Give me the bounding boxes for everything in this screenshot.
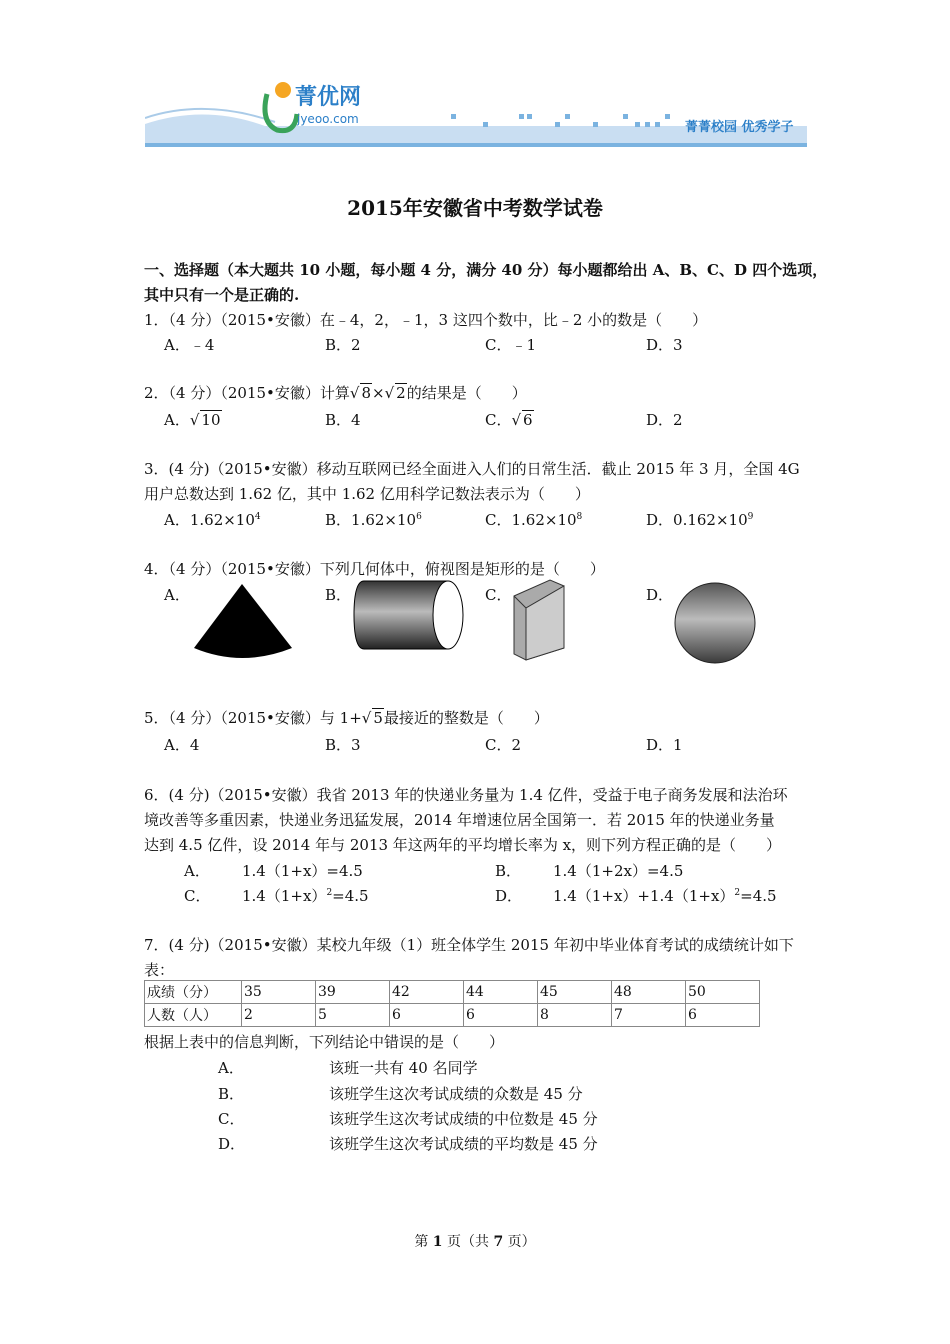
q3-option-b-exp: 6 (416, 512, 422, 522)
q2-stem-pre: 2．（4 分）（2015•安徽）计算 (144, 384, 350, 402)
q3-option-d-exp: 9 (747, 512, 754, 522)
q3-option-b-base: B．1.62×10 (325, 511, 417, 529)
q4-option-b: B． (325, 586, 352, 604)
q3-stem-line1: 3．(4 分)（2015•安徽）移动互联网已经全面进入人们的日常生活．截止 2015 年 3 月，全国 4G (144, 460, 800, 478)
q7-option-b: 该班学生这次考试成绩的众数是 45 分 (329, 1085, 583, 1103)
page-title: 2015年安徽省中考数学试卷 (347, 196, 603, 220)
q7-option-d-label: D． (218, 1135, 246, 1153)
q6-stem-line1: 6．(4 分)（2015•安徽）我省 2013 年的快递业务量为 1.4 亿件，受益于电子商务发展和法治环 (144, 786, 788, 804)
q4-option-c: C． (485, 586, 512, 604)
q6-option-c-label: C． (184, 887, 211, 905)
q1-option-d: D．3 (646, 336, 683, 354)
q5-option-c: C．2 (485, 736, 522, 754)
logo-subtext: jyeoo.com (297, 112, 359, 126)
q2-times: × (372, 384, 385, 402)
section-heading-line2: 其中只有一个是正确的. (144, 286, 300, 304)
q6-option-d-post: =4.5 (740, 887, 777, 905)
q6-option-a: 1.4（1+x）=4.5 (242, 862, 363, 880)
footer-total-pages: 7 (493, 1234, 504, 1250)
q6-option-c-pre: 1.4（1+x） (242, 887, 327, 905)
q2-option-c-radicand: 6 (523, 411, 533, 429)
q3-option-a (164, 509, 261, 530)
q3-stem-line2: 用户总数达到 1.62 亿，其中 1.62 亿用科学记数法表示为（ ） (144, 485, 590, 503)
header-banner (145, 74, 807, 150)
footer-post: 页） (503, 1234, 536, 1250)
q3-option-a-exp: 4 (254, 512, 261, 522)
q1-stem: 1．（4 分）（2015•安徽）在﹣4，2，﹣1，3 这四个数中，比﹣2 小的数是（ ） (144, 311, 708, 329)
sqrt-icon: √ (361, 709, 372, 727)
table-cell: 35 (242, 981, 316, 1004)
q5-radicand: 5 (373, 709, 383, 727)
q6-option-d-exp: 2 (734, 888, 741, 898)
q5-stem-post: 最接近的整数是（ ） (383, 709, 549, 727)
q3-option-c-exp: 8 (576, 512, 583, 522)
q2-radicand-2: 2 (396, 384, 406, 402)
q1-option-a: A．﹣4 (164, 336, 215, 354)
sqrt-icon: √ (189, 411, 200, 429)
q5-option-a: A．4 (164, 736, 200, 754)
q6-option-c-exp: 2 (326, 888, 333, 898)
table-cell: 39 (316, 981, 390, 1004)
q7-option-d: 该班学生这次考试成绩的平均数是 45 分 (329, 1135, 598, 1153)
q3-option-c-base: C．1.62×10 (485, 511, 577, 529)
table-row (145, 1004, 760, 1027)
table-cell: 2 (242, 1004, 316, 1027)
logo-text: 菁优网 (295, 85, 362, 110)
q5-option-b: B．3 (325, 736, 361, 754)
q3-option-a-base: A．1.62×10 (164, 511, 255, 529)
q6-option-c-post: =4.5 (332, 887, 369, 905)
q1-option-c: C．﹣1 (485, 336, 537, 354)
footer-mid: 页（共 (442, 1234, 494, 1250)
q7-stem-line2: 表： (144, 961, 175, 979)
q6-option-b: 1.4（1+2x）=4.5 (553, 862, 684, 880)
q6-option-d-pre: 1.4（1+x）+1.4（1+x） (553, 887, 735, 905)
table-cell: 成绩（分） (145, 981, 242, 1004)
table-cell: 6 (464, 1004, 538, 1027)
q2-radicand-1: 8 (361, 384, 371, 402)
cylinder-icon (352, 578, 466, 654)
q7-after-table: 根据上表中的信息判断，下列结论中错误的是（ ） (144, 1033, 505, 1051)
table-cell: 5 (316, 1004, 390, 1027)
q6-option-d-label: D． (495, 887, 523, 905)
q6-stem-line3: 达到 4.5 亿件，设 2014 年与 2013 年这两年的平均增长率为 x，则下列方程正确的是（ ） (144, 836, 782, 854)
q7-option-c: 该班学生这次考试成绩的中位数是 45 分 (329, 1110, 598, 1128)
q2-option-d: D．2 (646, 411, 683, 429)
header-slogan: 菁菁校园 优秀学子 (685, 120, 794, 135)
sqrt-icon: √ (384, 384, 395, 402)
score-table (144, 980, 760, 1027)
q5-stem (144, 707, 549, 728)
table-cell: 8 (538, 1004, 612, 1027)
q4-option-a: A． (164, 586, 190, 604)
q2-option-c (485, 409, 534, 430)
q2-stem-post: 的结果是（ ） (406, 384, 527, 402)
q3-option-d (646, 509, 753, 530)
q2-option-b: B．4 (325, 411, 361, 429)
cone-icon (190, 582, 296, 664)
section-heading-line1: 一、选择题（本大题共 10 小题，每小题 4 分，满分 40 分）每小题都给出 A、B、C、D 四个选项， (144, 261, 828, 279)
sqrt-icon: √ (349, 384, 360, 402)
q2-option-a-radicand: 10 (201, 411, 221, 429)
q6-option-b-label: B． (495, 862, 522, 880)
q3-option-b (325, 509, 422, 530)
footer-page-number: 1 (432, 1234, 443, 1250)
q2-option-c-label: C． (485, 411, 512, 429)
q7-stem-line1: 7．(4 分)（2015•安徽）某校九年级（1）班全体学生 2015 年初中毕业体育考试的成绩统计如下 (144, 936, 794, 954)
header-divider (145, 143, 807, 147)
triangular-prism-icon (510, 578, 570, 664)
footer-pre: 第 (414, 1234, 433, 1250)
q4-stem: 4．（4 分）（2015•安徽）下列几何体中，俯视图是矩形的是（ ） (144, 560, 605, 578)
q5-option-d: D．1 (646, 736, 683, 754)
table-cell: 6 (390, 1004, 464, 1027)
q2-option-a-label: A． (164, 411, 190, 429)
q6-stem-line2: 境改善等多重因素，快递业务迅猛发展，2014 年增速位居全国第一．若 2015 年的快递业务量 (144, 811, 775, 829)
sqrt-icon: √ (511, 411, 522, 429)
q7-option-b-label: B． (218, 1085, 245, 1103)
table-cell: 45 (538, 981, 612, 1004)
q6-option-d (553, 885, 777, 906)
q3-option-c (485, 509, 582, 530)
q7-option-a-label: A． (218, 1059, 244, 1077)
q1-option-b: B．2 (325, 336, 361, 354)
table-cell: 44 (464, 981, 538, 1004)
q3-option-d-base: D．0.162×10 (646, 511, 748, 529)
table-row (145, 981, 760, 1004)
table-cell: 6 (686, 1004, 760, 1027)
logo-dot-icon (275, 82, 291, 98)
table-cell: 48 (612, 981, 686, 1004)
q2-stem (144, 382, 527, 403)
q4-option-d: D． (646, 586, 674, 604)
q6-option-a-label: A． (184, 862, 210, 880)
table-cell: 50 (686, 981, 760, 1004)
q2-option-a (164, 409, 222, 430)
table-cell: 7 (612, 1004, 686, 1027)
table-cell: 42 (390, 981, 464, 1004)
page-footer (0, 1231, 950, 1251)
sphere-icon (673, 581, 757, 665)
header-graphic (145, 74, 807, 146)
q6-option-c (242, 885, 369, 906)
q5-stem-pre: 5．（4 分）（2015•安徽）与 1+ (144, 709, 362, 727)
q7-option-c-label: C． (218, 1110, 245, 1128)
table-cell: 人数（人） (145, 1004, 242, 1027)
q7-option-a: 该班一共有 40 名同学 (329, 1059, 478, 1077)
